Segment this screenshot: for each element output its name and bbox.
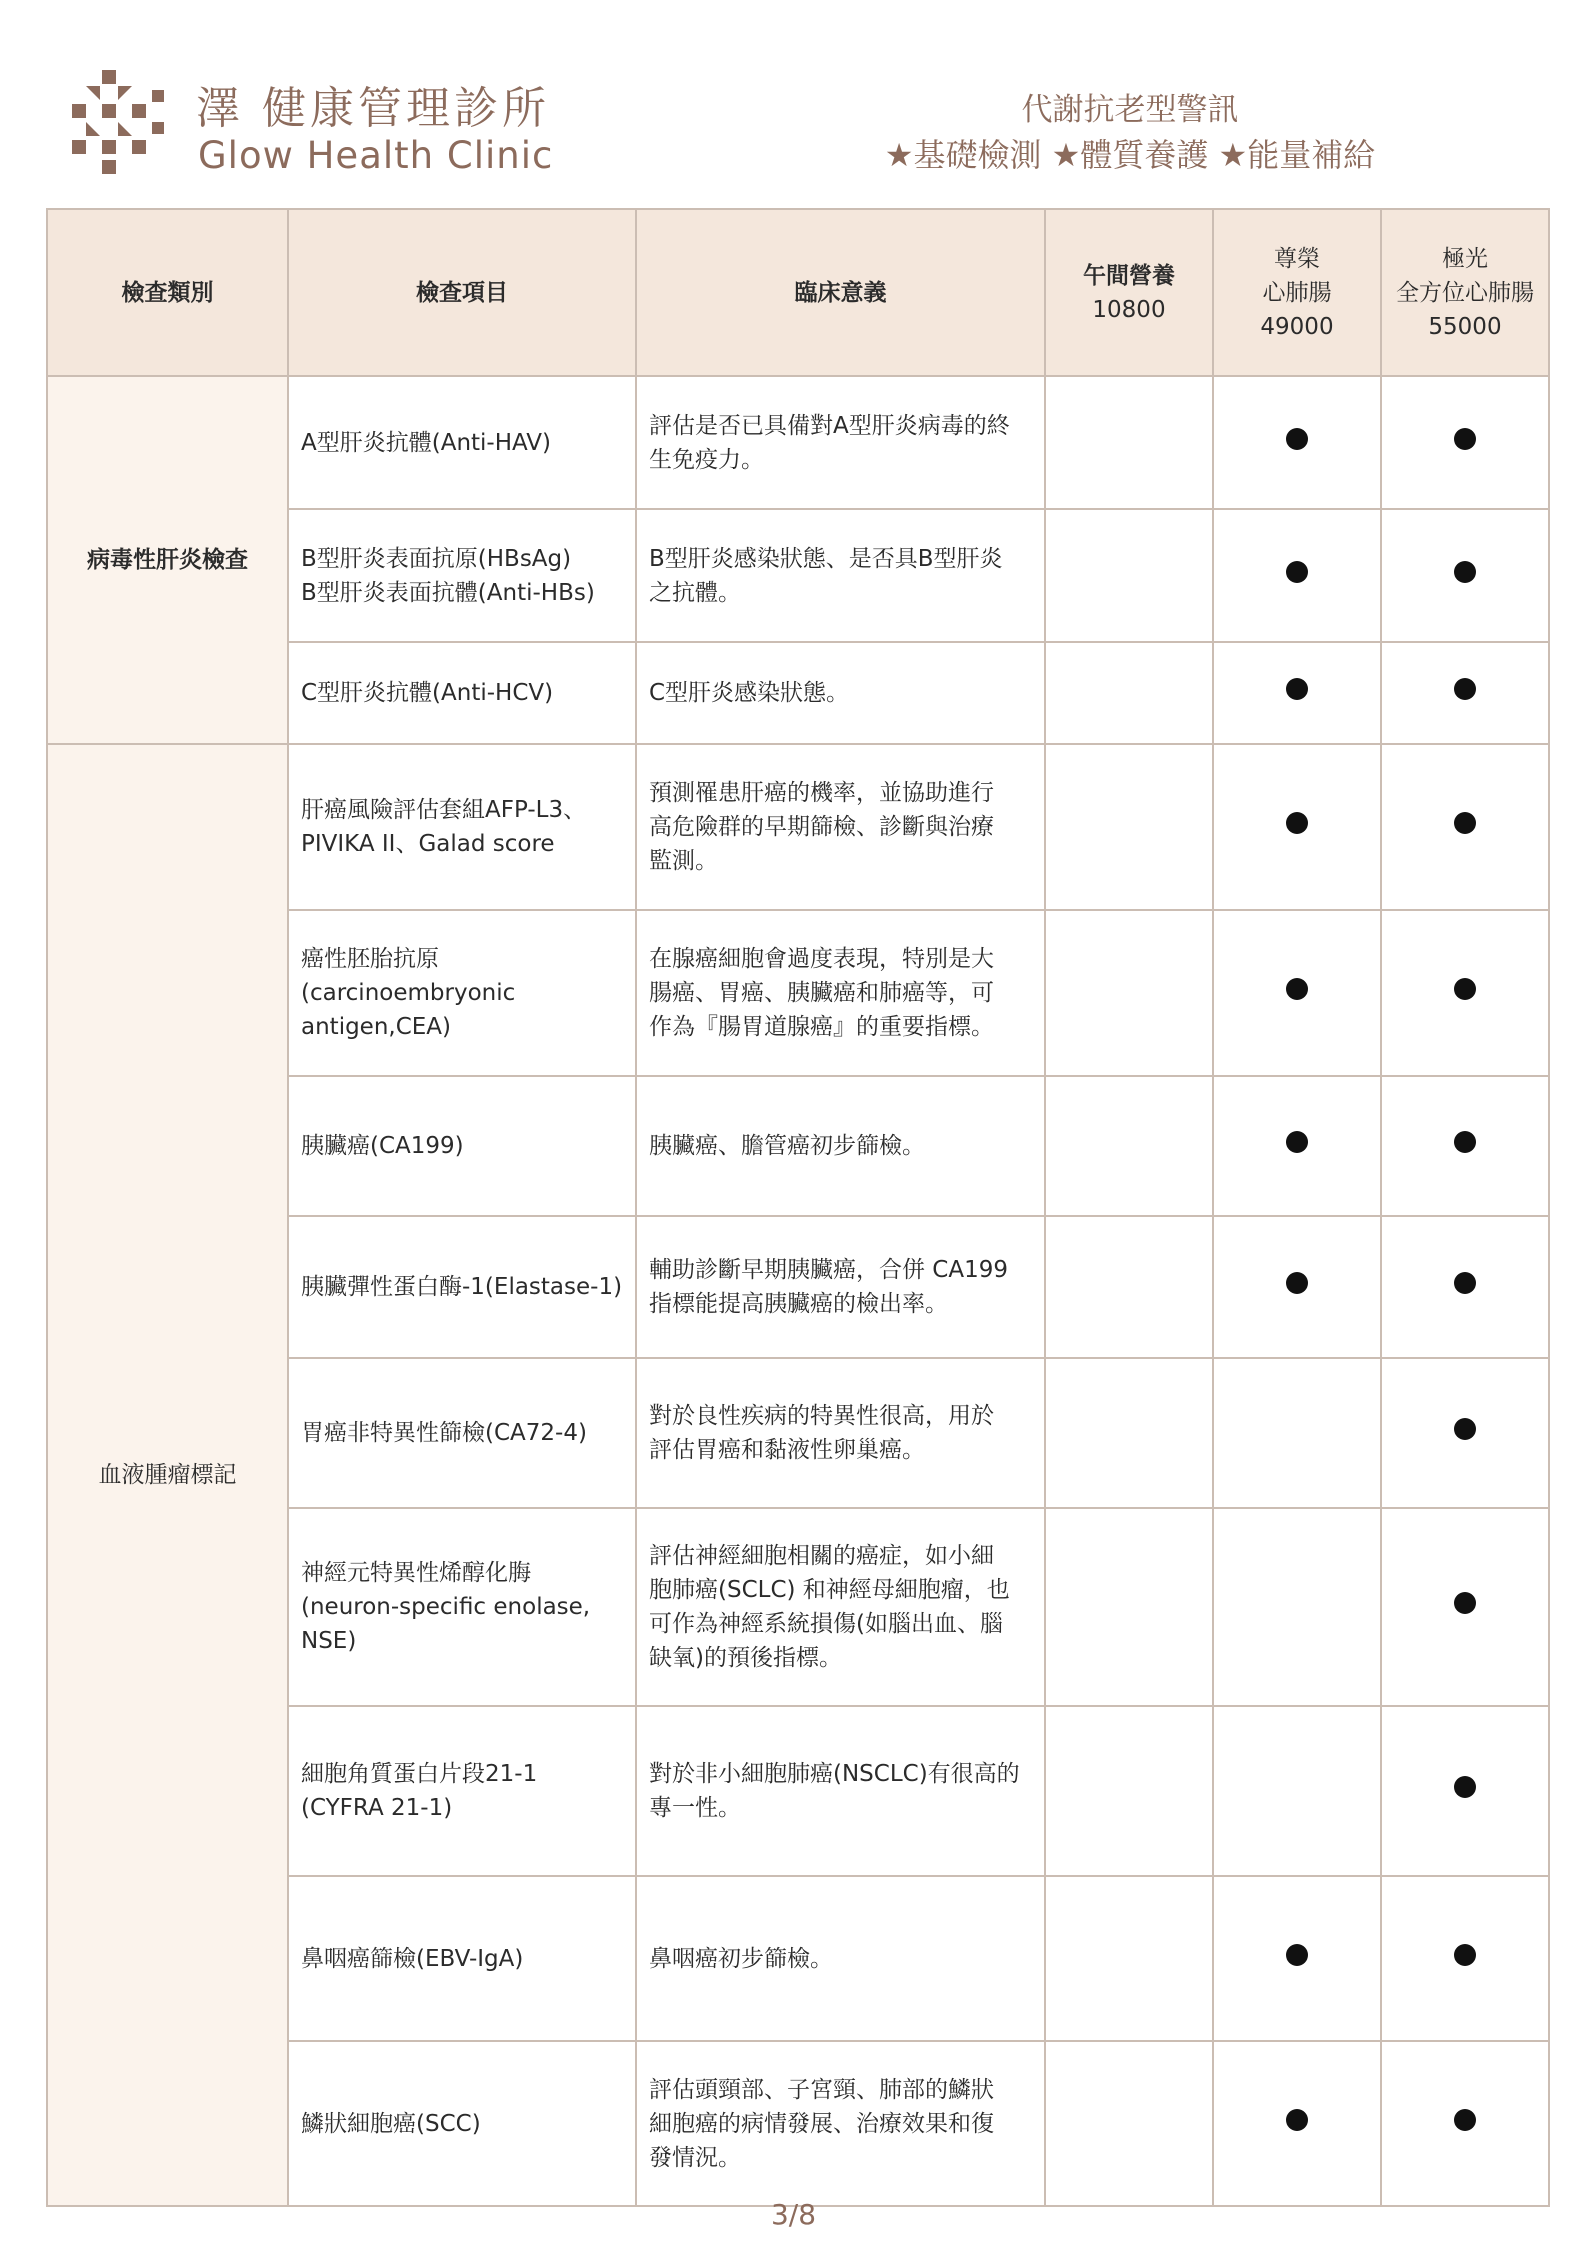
clinical-meaning — [636, 1706, 1045, 1876]
package-aurora-cell — [1381, 1216, 1549, 1358]
meaning-text: 預測罹患肝癌的機率，並協助進行 — [649, 780, 994, 806]
package-aurora-cell — [1381, 642, 1549, 744]
col-header-meaning: 臨床意義 — [636, 209, 1045, 376]
meaning-text: 評估頭頸部、子宮頸、肺部的鱗狀 — [649, 2076, 994, 2103]
included-dot-icon — [1454, 2109, 1476, 2131]
clinic-logo-icon — [72, 70, 182, 182]
package-aurora-cell — [1381, 1876, 1549, 2041]
included-dot-icon — [1454, 561, 1476, 583]
exam-item — [288, 509, 636, 642]
included-dot-icon — [1454, 428, 1476, 450]
included-dot-icon — [1454, 812, 1476, 834]
exam-items-table — [46, 208, 1550, 2207]
included-dot-icon — [1286, 2109, 1308, 2131]
meaning-text: 監測。 — [649, 848, 718, 874]
package-premium-cell — [1213, 376, 1381, 509]
package-lunch-cell — [1045, 910, 1213, 1076]
package-premium-cell — [1213, 910, 1381, 1076]
clinical-meaning — [636, 1216, 1045, 1358]
exam-item — [288, 1876, 636, 2041]
meaning-text: 在腺癌細胞會過度表現，特別是大 — [649, 946, 994, 972]
package-lunch-cell — [1045, 1876, 1213, 2041]
col-header-category: 檢查類別 — [47, 209, 288, 376]
package-aurora-cell — [1381, 1076, 1549, 1216]
exam-item — [288, 1076, 636, 1216]
meaning-text: 指標能提高胰臟癌的檢出率。 — [649, 1291, 948, 1317]
meaning-text: B型肝炎感染狀態、是否具B型肝炎 — [649, 545, 1003, 572]
col-header-package-aurora — [1381, 209, 1549, 376]
package-premium-cell — [1213, 1216, 1381, 1358]
meaning-text: 腸癌、胃癌、胰臟癌和肺癌等，可 — [649, 980, 994, 1006]
meaning-text: 鼻咽癌初步篩檢。 — [649, 1945, 833, 1972]
package-aurora-cell — [1381, 1508, 1549, 1706]
included-dot-icon — [1454, 1131, 1476, 1153]
package-aurora-cell — [1381, 1706, 1549, 1876]
package-premium-cell — [1213, 1876, 1381, 2041]
package-price: 10800 — [1092, 296, 1166, 323]
package-lunch-cell — [1045, 1508, 1213, 1706]
item-text: 細胞角質蛋白片段21-1 — [301, 1761, 538, 1787]
exam-item — [288, 744, 636, 910]
exam-item — [288, 376, 636, 509]
meaning-text: 專一性。 — [649, 1795, 741, 1821]
item-text: (CYFRA 21-1) — [301, 1795, 453, 1821]
item-text: NSE) — [301, 1628, 357, 1654]
promo-subtitle: ★基礎檢測 ★體質養護 ★能量補給 — [884, 136, 1376, 174]
clinical-meaning — [636, 1358, 1045, 1508]
exam-item — [288, 642, 636, 744]
package-premium-cell — [1213, 2041, 1381, 2206]
item-text: C型肝炎抗體(Anti-HCV) — [301, 680, 554, 706]
included-dot-icon — [1286, 561, 1308, 583]
exam-item — [288, 1706, 636, 1876]
item-text: 胰臟癌(CA199) — [301, 1133, 464, 1159]
item-text: (neuron-specific enolase, — [301, 1594, 591, 1620]
included-dot-icon — [1454, 678, 1476, 700]
item-text: antigen,CEA) — [301, 1014, 452, 1040]
col-header-package-premium — [1213, 209, 1381, 376]
included-dot-icon — [1454, 1776, 1476, 1798]
included-dot-icon — [1286, 428, 1308, 450]
clinical-meaning — [636, 642, 1045, 744]
meaning-text: 缺氧)的預後指標。 — [649, 1645, 842, 1671]
meaning-text: 評估胃癌和黏液性卵巢癌。 — [649, 1437, 925, 1463]
package-name: 心肺腸 — [1262, 279, 1332, 306]
table-row — [47, 744, 1549, 910]
included-dot-icon — [1454, 1272, 1476, 1294]
category-tumor-markers: 血液腫瘤標記 — [47, 744, 288, 2206]
package-aurora-cell — [1381, 910, 1549, 1076]
included-dot-icon — [1286, 1131, 1308, 1153]
package-lunch-cell — [1045, 509, 1213, 642]
meaning-text: 胰臟癌、膽管癌初步篩檢。 — [649, 1133, 925, 1159]
exam-item — [288, 1358, 636, 1508]
package-premium-cell — [1213, 1706, 1381, 1876]
col-header-package-lunch — [1045, 209, 1213, 376]
page-number: 3/8 — [770, 2198, 817, 2231]
included-dot-icon — [1454, 1418, 1476, 1440]
package-lunch-cell — [1045, 1216, 1213, 1358]
clinical-meaning — [636, 1508, 1045, 1706]
included-dot-icon — [1286, 678, 1308, 700]
package-premium-cell — [1213, 744, 1381, 910]
item-text: 胰臟彈性蛋白酶-1(Elastase-1) — [301, 1274, 623, 1300]
package-lunch-cell — [1045, 1358, 1213, 1508]
package-lunch-cell — [1045, 2041, 1213, 2206]
meaning-text: 對於非小細胞肺癌(NSCLC)有很高的 — [649, 1761, 1020, 1787]
item-text: 鱗狀細胞癌(SCC) — [301, 2110, 481, 2137]
category-hepatitis: 病毒性肝炎檢查 — [47, 376, 288, 744]
clinical-meaning — [636, 910, 1045, 1076]
meaning-text: 發情況。 — [649, 2144, 741, 2171]
package-aurora-cell — [1381, 744, 1549, 910]
package-price: 55000 — [1428, 313, 1502, 340]
package-name: 全方位心肺腸 — [1396, 279, 1534, 306]
package-premium-cell — [1213, 1508, 1381, 1706]
item-text: 胃癌非特異性篩檢(CA72-4) — [301, 1420, 587, 1446]
included-dot-icon — [1454, 978, 1476, 1000]
package-aurora-cell — [1381, 509, 1549, 642]
package-aurora-cell — [1381, 2041, 1549, 2206]
meaning-text: 胞肺癌(SCLC) 和神經母細胞瘤，也 — [649, 1577, 1010, 1603]
brand-name-cn: 澤 健康管理診所 — [196, 83, 550, 134]
clinical-meaning — [636, 376, 1045, 509]
meaning-text: 可作為神經系統損傷(如腦出血、腦 — [649, 1611, 1003, 1637]
meaning-text: 作為『腸胃道腺癌』的重要指標。 — [649, 1014, 994, 1040]
item-text: (carcinoembryonic — [301, 980, 516, 1006]
included-dot-icon — [1454, 1592, 1476, 1614]
meaning-text: 細胞癌的病情發展、治療效果和復 — [649, 2110, 994, 2137]
meaning-text: 評估是否已具備對A型肝炎病毒的終 — [649, 412, 1010, 439]
package-lunch-cell — [1045, 744, 1213, 910]
included-dot-icon — [1286, 812, 1308, 834]
exam-item — [288, 910, 636, 1076]
brand-name-en: Glow Health Clinic — [198, 134, 554, 177]
clinical-meaning — [636, 509, 1045, 642]
meaning-text: 輔助診斷早期胰臟癌，合併 CA199 — [649, 1257, 1009, 1283]
package-aurora-cell — [1381, 1358, 1549, 1508]
package-premium-cell — [1213, 509, 1381, 642]
package-aurora-cell — [1381, 376, 1549, 509]
package-lunch-cell — [1045, 1076, 1213, 1216]
meaning-text: 對於良性疾病的特異性很高，用於 — [649, 1403, 994, 1429]
item-text: 肝癌風險評估套組AFP-L3、 — [301, 797, 587, 823]
table-row — [47, 376, 1549, 509]
package-lunch-cell — [1045, 642, 1213, 744]
meaning-text: C型肝炎感染狀態。 — [649, 680, 850, 706]
package-name: 尊榮 — [1274, 245, 1320, 272]
package-lunch-cell — [1045, 376, 1213, 509]
exam-item — [288, 2041, 636, 2206]
item-text: PIVIKA II、Galad score — [301, 831, 555, 857]
package-name: 極光 — [1442, 245, 1488, 272]
package-lunch-cell — [1045, 1706, 1213, 1876]
included-dot-icon — [1286, 978, 1308, 1000]
meaning-text: 生免疫力。 — [649, 446, 764, 473]
table-header-row — [47, 209, 1549, 376]
package-premium-cell — [1213, 642, 1381, 744]
package-premium-cell — [1213, 1076, 1381, 1216]
exam-item — [288, 1508, 636, 1706]
package-premium-cell — [1213, 1358, 1381, 1508]
item-text: 鼻咽癌篩檢(EBV-IgA) — [301, 1945, 524, 1972]
clinical-meaning — [636, 2041, 1045, 2206]
item-text: A型肝炎抗體(Anti-HAV) — [301, 429, 551, 456]
item-text: 癌性胚胎抗原 — [301, 946, 439, 972]
item-text: B型肝炎表面抗體(Anti-HBs) — [301, 579, 595, 606]
included-dot-icon — [1286, 1272, 1308, 1294]
meaning-text: 之抗體。 — [649, 579, 741, 606]
included-dot-icon — [1454, 1944, 1476, 1966]
included-dot-icon — [1286, 1944, 1308, 1966]
col-header-item: 檢查項目 — [288, 209, 636, 376]
promo-title: 代謝抗老型警訊 — [1021, 92, 1239, 128]
clinical-meaning — [636, 744, 1045, 910]
item-text: B型肝炎表面抗原(HBsAg) — [301, 545, 572, 572]
item-text: 神經元特異性烯醇化脢 — [301, 1560, 531, 1586]
package-name: 午間營養 — [1083, 262, 1175, 289]
meaning-text: 高危險群的早期篩檢、診斷與治療 — [649, 814, 994, 840]
exam-item — [288, 1216, 636, 1358]
package-price: 49000 — [1260, 313, 1334, 340]
meaning-text: 評估神經細胞相關的癌症，如小細 — [649, 1543, 994, 1569]
clinical-meaning — [636, 1876, 1045, 2041]
clinical-meaning — [636, 1076, 1045, 1216]
